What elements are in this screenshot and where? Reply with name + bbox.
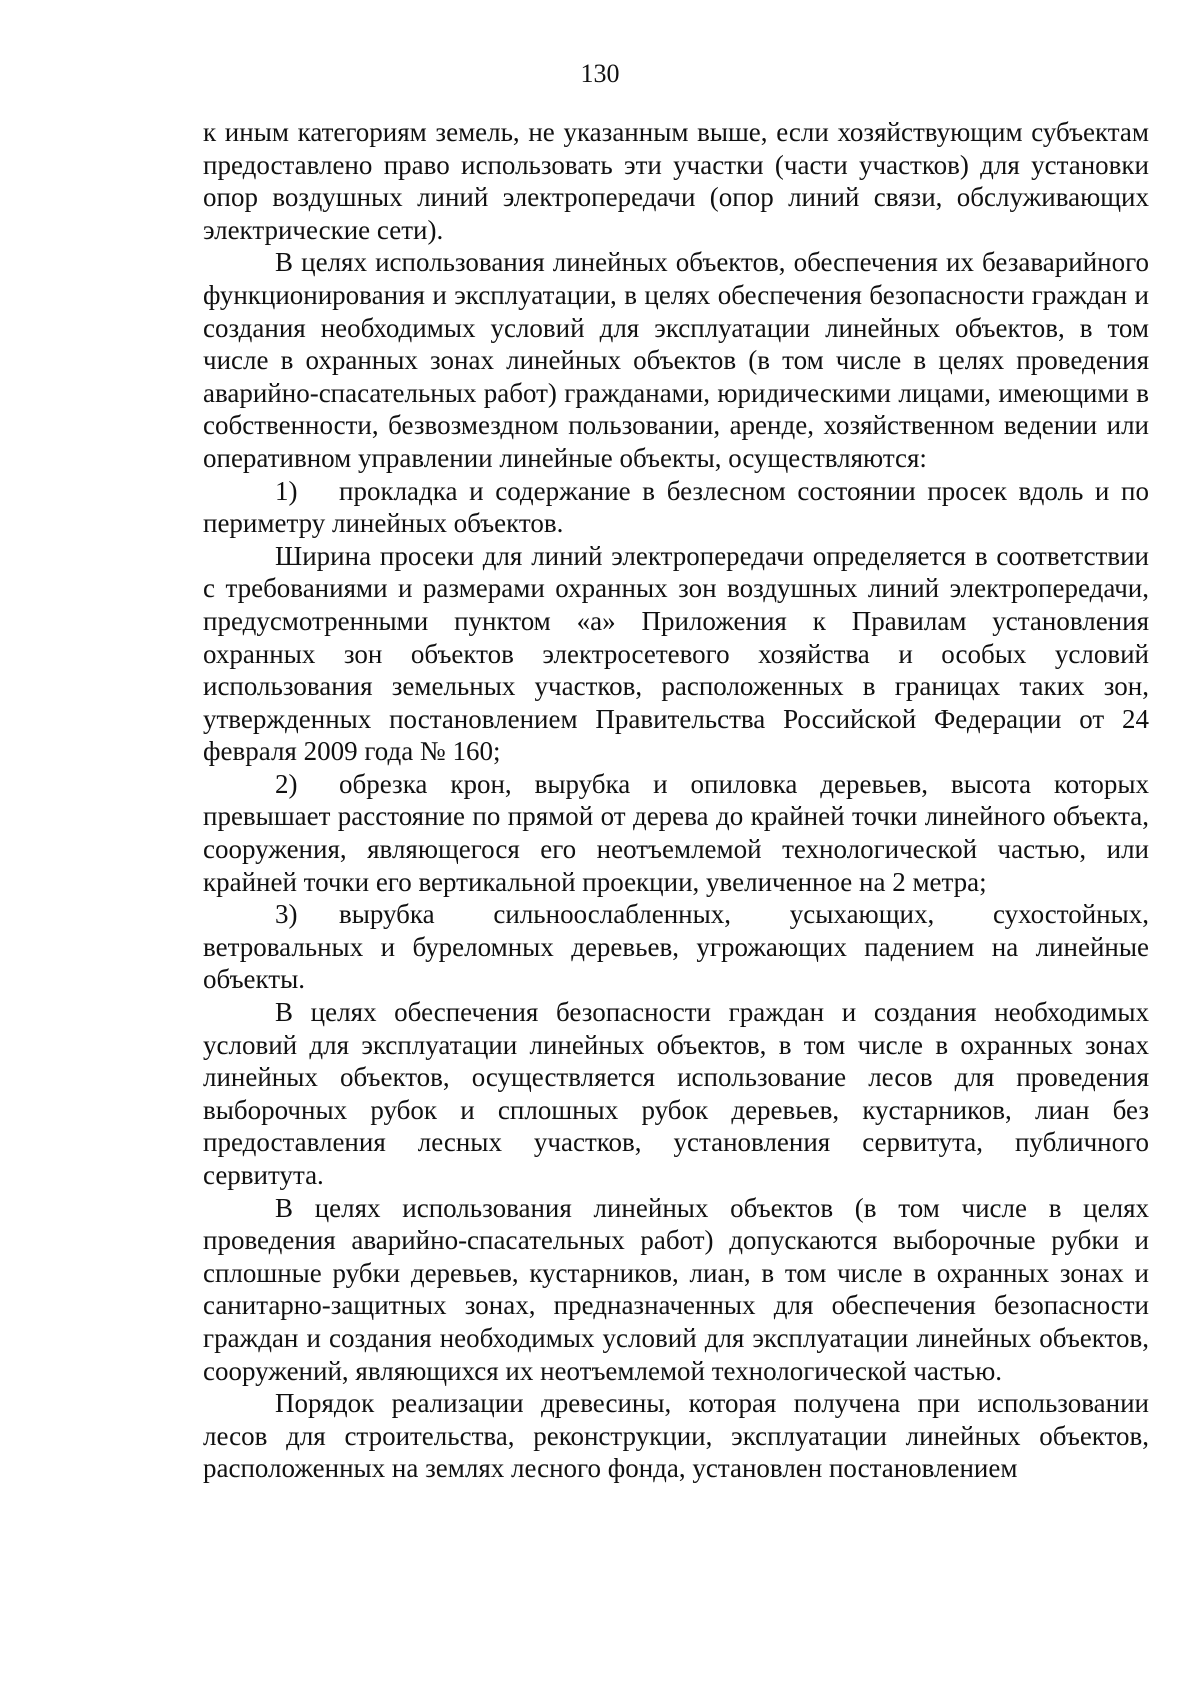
paragraph: к иным категориям земель, не указанным выше, если хозяйствующим субъектам предоставлено право использовать эти участки (части участков) для установки опор воздушных линий электропередачи (опор линий связи, обслуживающих электрические сети). xyxy=(203,117,1149,245)
list-item-text: прокладка и содержание в безлесном состоянии просек вдоль и по периметру линейных объектов. xyxy=(203,475,1149,539)
paragraph: В целях использования линейных объектов (в том числе в целях проведения аварийно-спасательных работ) допускаются выборочные рубки и сплошные рубки деревьев, кустарников, лиан, в том числе в охранных зонах и санитарно-защитных зонах, предназначенных для обеспечения безопасности граждан и создания необходимых условий для эксплуатации линейных объектов, сооружений, являющихся их неотъемлемой технологической частью. xyxy=(203,1192,1149,1386)
list-item xyxy=(203,475,1149,540)
list-number: 1) xyxy=(275,475,298,506)
document-body xyxy=(203,116,1149,1485)
list-item xyxy=(203,898,1149,996)
list-item-text: вырубка сильноослабленных, усыхающих, сухостойных, ветровальных и буреломных деревьев, угрожающих падением на линейные объекты. xyxy=(203,899,1149,995)
list-number: 3) xyxy=(275,899,298,930)
list-item-text: обрезка крон, вырубка и опиловка деревьев, высота которых превышает расстояние по прямой от дерева до крайней точки линейного объекта, сооружения, являющегося его неотъемлемой технологической частью, или крайней точки его вертикальной проекции, увеличенное на 2 метра; xyxy=(203,768,1149,897)
list-item xyxy=(203,768,1149,898)
page-number: 130 xyxy=(580,59,620,88)
paragraph: В целях использования линейных объектов, обеспечения их безаварийного функционирования и эксплуатации, в целях обеспечения безопасности граждан и создания необходимых условий для эксплуатации линейных объектов, в том числе в охранных зонах линейных объектов (в том числе в целях проведения аварийно-спасательных работ) гражданами, юридическими лицами, имеющими в собственности, безвозмездном пользовании, аренде, хозяйственном ведении или оперативном управлении линейные объекты, осуществляются: xyxy=(203,247,1149,473)
paragraph: Порядок реализации древесины, которая получена при использовании лесов для строительства, реконструкции, эксплуатации линейных объектов, расположенных на землях лесного фонда, установлен постановлением xyxy=(203,1388,1149,1484)
paragraph: Ширина просеки для линий электропередачи определяется в соответствии с требованиями и размерами охранных зон воздушных линий электропередачи, предусмотренными пунктом «а» Приложения к Правилам установления охранных зон объектов электросетевого хозяйства и особых условий использования земельных участков, расположенных в границах таких зон, утвержденных постановлением Правительства Российской Федерации от 24 февраля 2009 года № 160; xyxy=(203,540,1149,767)
paragraph: В целях обеспечения безопасности граждан и создания необходимых условий для эксплуатации линейных объектов, в том числе в охранных зонах линейных объектов, осуществляется использование лесов для проведения выборочных рубок и сплошных рубок деревьев, кустарников, лиан без предоставления лесных участков, установления сервитута, публичного сервитута. xyxy=(203,997,1149,1190)
list-number: 2) xyxy=(275,768,298,799)
